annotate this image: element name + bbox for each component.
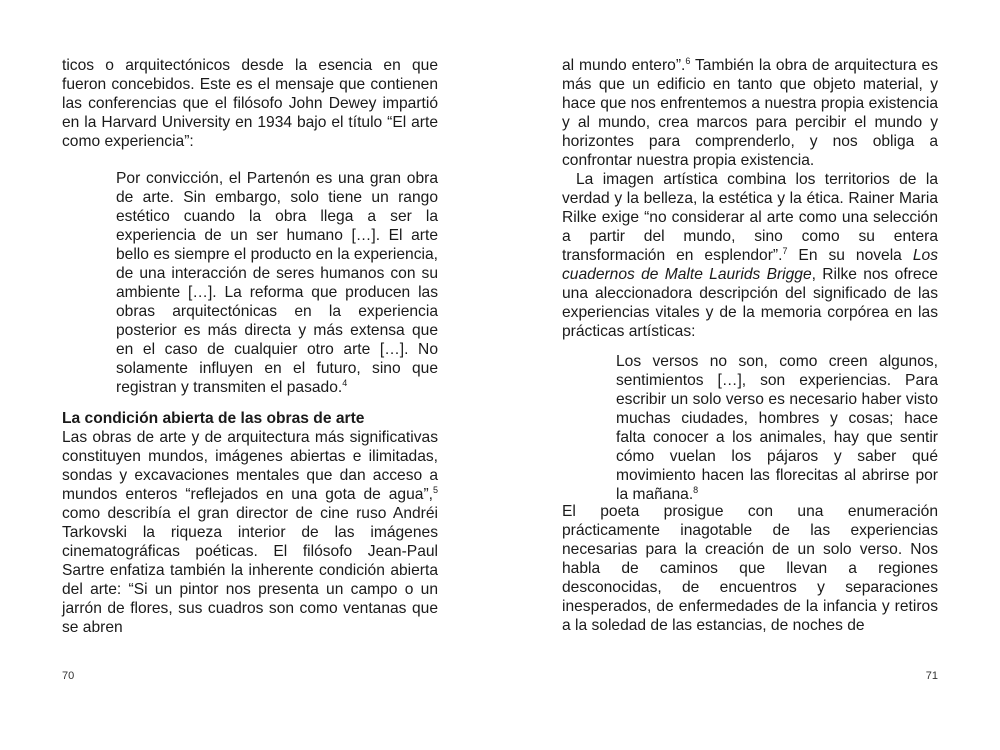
book-title-italic: Los cuadernos de Malte Laurids Brigge [562, 247, 938, 283]
right-paragraph-1-text-b: También la obra de arquitectura es más que un edificio en tanto que objeto material, y hace que nos enfrentemos a nuestra propia existencia y al mundo, crea marcos para percibir el mundo y horizontes para comprenderlo, y nos obliga a confrontar nuestra propia existencia. [562, 57, 938, 169]
footnote-ref-6: 6 [685, 55, 691, 66]
left-quote-text: Por convicción, el Partenón es una gran obra de arte. Sin embargo, solo tiene un rango estético cuando la obra llega a ser la experiencia de un ser humano […]. El arte bello es siempre el producto en la experiencia, de una interacción de seres humanos con su ambiente […]. La reforma que producen las obras arquitectónicas en la experiencia posterior es más directa y más extensa que en el caso de cualquier otro arte […]. No solamente influyen en el futuro, sino que registran y transmiten el pasado. [116, 170, 438, 396]
right-paragraph-2-text-c: , Rilke nos ofrece una aleccionadora descripción del significado de las experiencias vitales y de la memoria corpórea en las prácticas artísticas: [562, 266, 938, 340]
section-heading: La condición abierta de las obras de arte [62, 410, 365, 427]
footnote-ref-7: 7 [782, 245, 788, 256]
page-number-right: 71 [925, 670, 938, 682]
left-paragraph-1-text: ticos o arquitectónicos desde la esencia en que fueron concebidos. Este es el mensaje que contienen las conferencias que el filósofo John Dewey impartió en la Harvard University en 1934 bajo el título “El arte como experiencia”: [62, 57, 438, 150]
right-paragraph-2-text-b: En su novela [787, 247, 913, 264]
right-page [500, 0, 1000, 750]
left-paragraph-2-text-a: Las obras de arte y de arquitectura más significativas constituyen mundos, imágenes abiertas e ilimitadas, sondas y excavaciones mentales que dan acceso a mundos enteros “reflejados en una gota de agua”, [62, 429, 438, 503]
footnote-ref-4: 4 [342, 377, 348, 388]
footnote-ref-8: 8 [693, 484, 699, 495]
left-paragraph-2-text-b: como describía el gran director de cine ruso Andréi Tarkovski la riqueza interior de las imágenes cinematográficas poéticas. El filósofo Jean-Paul Sartre enfatiza también la inherente condición abierta del arte: “Si un pintor nos presenta un campo o un jarrón de flores, sus cuadros son como ventanas que se abren [62, 505, 438, 636]
right-paragraph-1 [562, 56, 938, 341]
page-number-left: 70 [62, 670, 75, 682]
right-paragraph-2 [562, 170, 938, 341]
footnote-ref-5: 5 [432, 484, 438, 495]
right-block-quote [616, 352, 938, 504]
right-paragraph-1-text [562, 56, 938, 170]
right-quote-text: Los versos no son, como creen algunos, sentimientos […], son experiencias. Para escribir un solo verso es necesario haber visto muchas ciudades, hombres y cosas; hace falta conocer a los animales, hay que sentir cómo vuelan los pájaros y saber qué movimiento hacen las florecitas al abrirse por la mañana. [616, 353, 938, 503]
right-paragraph-2-text-a: La imagen artística combina los territorios de la verdad y la belleza, la estética y la ética. Rainer Maria Rilke exige “no considerar al arte como una selección a partir del mundo, sino como su entera transformación en esplendor”. [562, 171, 938, 264]
right-paragraph-1-text-a: al mundo entero”. [562, 57, 686, 74]
right-paragraph-3-text: El poeta prosigue con una enumeración prácticamente inagotable de las experiencias necesarias para la creación de un solo verso. Nos habla de caminos que llevan a regiones desconocidas, de encuentros y separaciones inesperados, de enfermedades de la infancia y retiros a la soledad de las estancias, de noches de [562, 503, 938, 634]
left-paragraph-1 [62, 56, 438, 151]
left-block-quote [116, 169, 438, 397]
left-section [62, 409, 438, 637]
left-paragraph-2 [62, 428, 438, 637]
right-paragraph-3 [562, 502, 938, 635]
